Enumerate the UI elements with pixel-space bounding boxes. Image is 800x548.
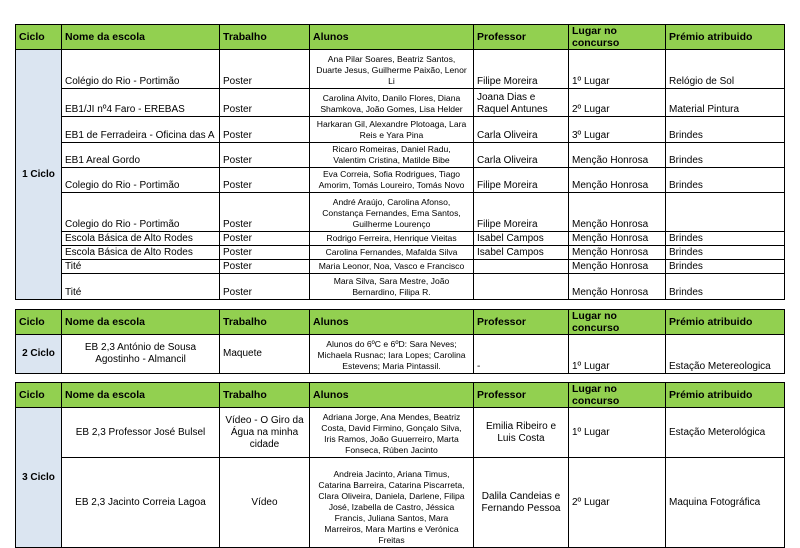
- alunos-cell: Mara Silva, Sara Mestre, João Bernardino, Filipa R.: [310, 274, 474, 300]
- header-trabalho: Trabalho: [220, 383, 310, 408]
- premio-cell: Estação Meterológica: [666, 408, 785, 458]
- trabalho-cell: Maquete: [220, 335, 310, 374]
- header-professor: Professor: [474, 310, 569, 335]
- premio-cell: Brindes: [666, 232, 785, 246]
- lugar-cell: Menção Honrosa: [569, 168, 666, 193]
- escola-cell: EB1/JI nº4 Faro - EREBAS: [62, 89, 220, 117]
- lugar-cell: Menção Honrosa: [569, 246, 666, 260]
- professor-cell: [474, 260, 569, 274]
- professor-cell: Dalila Candeias e Fernando Pessoa: [474, 458, 569, 548]
- trabalho-cell: Poster: [220, 232, 310, 246]
- escola-cell: EB1 de Ferradeira - Oficina das A: [62, 117, 220, 143]
- ciclo-label: 3 Ciclo: [16, 408, 62, 548]
- professor-cell: Filipe Moreira: [474, 193, 569, 232]
- header-row: [16, 310, 785, 335]
- premio-cell: Estação Metereologica: [666, 335, 785, 374]
- trabalho-cell: Poster: [220, 260, 310, 274]
- premio-cell: Brindes: [666, 260, 785, 274]
- premio-cell: Brindes: [666, 117, 785, 143]
- header-escola: Nome da escola: [62, 25, 220, 50]
- alunos-cell: Andreia Jacinto, Ariana Timus, Catarina Barreira, Catarina Piscarreta, Clara Oliveira, Daniela, Darlene, Filipa José, Izabella de Castro, Jéssica Francis, Juliana Santos, Mara Marreiros, Mara Martins e Verónica Freitas: [310, 458, 474, 548]
- alunos-cell: André Araújo, Carolina Afonso, Constança Fernandes, Ema Santos, Guilherme Lourenço: [310, 193, 474, 232]
- professor-cell: Filipe Moreira: [474, 168, 569, 193]
- header-trabalho: Trabalho: [220, 25, 310, 50]
- professor-cell: Joana Dias e Raquel Antunes: [474, 89, 569, 117]
- alunos-cell: Alunos do 6ºC e 6ºD: Sara Neves; Michaela Rusnac; Iara Lopes; Carolina Estevens; Maria Pintassil.: [310, 335, 474, 374]
- escola-cell: Tité: [62, 274, 220, 300]
- trabalho-cell: Poster: [220, 143, 310, 168]
- lugar-cell: Menção Honrosa: [569, 274, 666, 300]
- ciclo-label: 1 Ciclo: [16, 50, 62, 300]
- table-row: [16, 246, 785, 260]
- escola-cell: EB1 Areal Gordo: [62, 143, 220, 168]
- professor-cell: Carla Oliveira: [474, 117, 569, 143]
- lugar-cell: 2º Lugar: [569, 89, 666, 117]
- escola-cell: Tité: [62, 260, 220, 274]
- trabalho-cell: Poster: [220, 193, 310, 232]
- header-row: [16, 25, 785, 50]
- header-trabalho: Trabalho: [220, 310, 310, 335]
- escola-cell: EB 2,3 António de Sousa Agostinho - Almancil: [62, 335, 220, 374]
- premio-cell: [666, 193, 785, 232]
- premio-cell: Material Pintura: [666, 89, 785, 117]
- table-3-ciclo: [15, 382, 785, 548]
- alunos-cell: Carolina Fernandes, Mafalda Silva: [310, 246, 474, 260]
- lugar-cell: Menção Honrosa: [569, 260, 666, 274]
- header-alunos: Alunos: [310, 25, 474, 50]
- premio-cell: Brindes: [666, 246, 785, 260]
- trabalho-cell: Vídeo: [220, 458, 310, 548]
- escola-cell: Escola Básica de Alto Rodes: [62, 246, 220, 260]
- alunos-cell: Ricaro Romeiras, Daniel Radu, Valentim Cristina, Matilde Bibe: [310, 143, 474, 168]
- table-row: [16, 117, 785, 143]
- alunos-cell: Eva Correia, Sofia Rodrigues, Tiago Amorim, Tomás Loureiro, Tomás Novo: [310, 168, 474, 193]
- trabalho-cell: Poster: [220, 117, 310, 143]
- header-ciclo: Ciclo: [16, 25, 62, 50]
- alunos-cell: Ana Pilar Soares, Beatriz Santos, Duarte Jesus, Guilherme Paixão, Lenor Li: [310, 50, 474, 89]
- table-1-ciclo: [15, 24, 785, 300]
- escola-cell: EB 2,3 Professor José Bulsel: [62, 408, 220, 458]
- lugar-cell: Menção Honrosa: [569, 193, 666, 232]
- trabalho-cell: Poster: [220, 50, 310, 89]
- alunos-cell: Rodrigo Ferreira, Henrique Vieitas: [310, 232, 474, 246]
- professor-cell: -: [474, 335, 569, 374]
- professor-cell: Isabel Campos: [474, 232, 569, 246]
- header-ciclo: Ciclo: [16, 383, 62, 408]
- header-premio: Prémio atribuido: [666, 383, 785, 408]
- header-alunos: Alunos: [310, 310, 474, 335]
- table-row: [16, 168, 785, 193]
- escola-cell: Colegio do Rio - Portimão: [62, 193, 220, 232]
- header-professor: Professor: [474, 25, 569, 50]
- lugar-cell: 1º Lugar: [569, 50, 666, 89]
- trabalho-cell: Poster: [220, 246, 310, 260]
- header-row: [16, 383, 785, 408]
- trabalho-cell: Poster: [220, 274, 310, 300]
- lugar-cell: Menção Honrosa: [569, 143, 666, 168]
- header-ciclo: Ciclo: [16, 310, 62, 335]
- table-row: [16, 89, 785, 117]
- escola-cell: Escola Básica de Alto Rodes: [62, 232, 220, 246]
- alunos-cell: Adriana Jorge, Ana Mendes, Beatriz Costa, David Firmino, Gonçalo Silva, Iris Ramos, João Guuerreiro, Marta Fonseca, Rúben Jacinto: [310, 408, 474, 458]
- premio-cell: Maquina Fotográfica: [666, 458, 785, 548]
- alunos-cell: Carolina Alvito, Danilo Flores, Diana Shamkova, João Gomes, Lisa Helder: [310, 89, 474, 117]
- escola-cell: Colégio do Rio - Portimão: [62, 50, 220, 89]
- table-row: [16, 335, 785, 374]
- trabalho-cell: Poster: [220, 168, 310, 193]
- table-row: [16, 458, 785, 548]
- header-premio: Prémio atribuido: [666, 310, 785, 335]
- professor-cell: Isabel Campos: [474, 246, 569, 260]
- lugar-cell: Menção Honrosa: [569, 232, 666, 246]
- table-2-ciclo: [15, 309, 785, 374]
- header-escola: Nome da escola: [62, 383, 220, 408]
- lugar-cell: 3º Lugar: [569, 117, 666, 143]
- professor-cell: Filipe Moreira: [474, 50, 569, 89]
- table-row: [16, 50, 785, 89]
- table-row: [16, 232, 785, 246]
- professor-cell: Carla Oliveira: [474, 143, 569, 168]
- header-professor: Professor: [474, 383, 569, 408]
- trabalho-cell: Poster: [220, 89, 310, 117]
- alunos-cell: Harkaran Gil, Alexandre Plotoaga, Lara Reis e Yara Pina: [310, 117, 474, 143]
- trabalho-cell: Vídeo - O Giro da Água na minha cidade: [220, 408, 310, 458]
- professor-cell: Emilia Ribeiro e Luis Costa: [474, 408, 569, 458]
- alunos-cell: Maria Leonor, Noa, Vasco e Francisco: [310, 260, 474, 274]
- premio-cell: Relógio de Sol: [666, 50, 785, 89]
- table-row: [16, 274, 785, 300]
- table-row: [16, 193, 785, 232]
- ciclo-label: 2 Ciclo: [16, 335, 62, 374]
- escola-cell: EB 2,3 Jacinto Correia Lagoa: [62, 458, 220, 548]
- header-escola: Nome da escola: [62, 310, 220, 335]
- escola-cell: Colegio do Rio - Portimão: [62, 168, 220, 193]
- table-row: [16, 260, 785, 274]
- professor-cell: [474, 274, 569, 300]
- premio-cell: Brindes: [666, 274, 785, 300]
- lugar-cell: 1º Lugar: [569, 335, 666, 374]
- header-premio: Prémio atribuido: [666, 25, 785, 50]
- lugar-cell: 2º Lugar: [569, 458, 666, 548]
- lugar-cell: 1º Lugar: [569, 408, 666, 458]
- header-alunos: Alunos: [310, 383, 474, 408]
- header-lugar: Lugar no concurso: [569, 25, 666, 50]
- table-row: [16, 408, 785, 458]
- header-lugar: Lugar no concurso: [569, 383, 666, 408]
- table-row: [16, 143, 785, 168]
- premio-cell: Brindes: [666, 143, 785, 168]
- header-lugar: Lugar no concurso: [569, 310, 666, 335]
- premio-cell: Brindes: [666, 168, 785, 193]
